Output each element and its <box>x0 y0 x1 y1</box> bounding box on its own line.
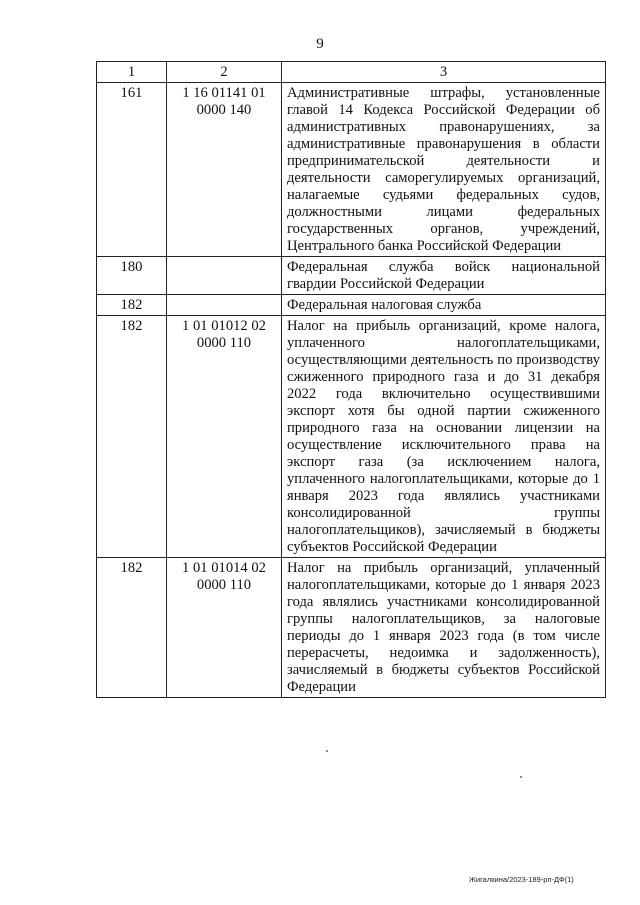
budget-code-cell <box>167 295 282 316</box>
budget-codes-table <box>96 61 606 698</box>
admin-code-cell: 161 <box>97 83 167 257</box>
admin-code-cell: 182 <box>97 558 167 698</box>
column-header-3: 3 <box>282 62 606 83</box>
column-header-1: 1 <box>97 62 167 83</box>
description-cell: Административные штрафы, установленные главой 14 Кодекса Российской Федерации об административных правонарушениях, за административные правонарушения в области предпринимательской деятельности и деятельности саморегулируемых организаций, налагаемые судьями федеральных судов, должностными лицами федеральных государственных органов, учреждений, Центрального банка Российской Федерации <box>282 83 606 257</box>
admin-code-cell: 180 <box>97 257 167 295</box>
admin-code-cell: 182 <box>97 316 167 558</box>
page-number: 9 <box>316 36 324 52</box>
scan-speck <box>326 750 328 752</box>
description-cell: Федеральная налоговая служба <box>282 295 606 316</box>
description-cell: Налог на прибыль организаций, уплаченный налогоплательщиками, которые до 1 января 2023 года являлись участниками консолидированной группы налогоплательщиков, за налоговые периоды до 1 января 2023 года (в том числе перерасчеты, недоимка и задолженность), зачисляемый в бюджеты субъектов Российской Федерации <box>282 558 606 698</box>
description-cell: Налог на прибыль организаций, кроме налога, уплаченного налогоплательщиками, осуществляющими деятельность по производству сжиженного природного газа и до 31 декабря 2022 года включительно осуществившими экспорт хотя бы одной партии сжиженного природного газа на основании лицензии на осуществление исключительного права на экспорт газа (за исключением налога, уплаченного налогоплательщиками, которые до 1 января 2023 года являлись участниками консолидированной группы налогоплательщиков), зачисляемый в бюджеты субъектов Российской Федерации <box>282 316 606 558</box>
table-row <box>97 83 606 257</box>
table-header-row <box>97 62 606 83</box>
budget-code-cell: 1 01 01012 02 0000 110 <box>167 316 282 558</box>
column-header-2: 2 <box>167 62 282 83</box>
description-cell: Федеральная служба войск национальной гвардии Российской Федерации <box>282 257 606 295</box>
table-row <box>97 316 606 558</box>
admin-code-cell: 182 <box>97 295 167 316</box>
scan-speck <box>520 776 522 778</box>
budget-code-cell: 1 01 01014 02 0000 110 <box>167 558 282 698</box>
table-row <box>97 257 606 295</box>
budget-code-cell <box>167 257 282 295</box>
budget-code-cell: 1 16 01141 01 0000 140 <box>167 83 282 257</box>
table-row <box>97 558 606 698</box>
table-row <box>97 295 606 316</box>
document-footer-reference: Жигалкина/2023-189-рп-ДФ(1) <box>469 875 574 884</box>
